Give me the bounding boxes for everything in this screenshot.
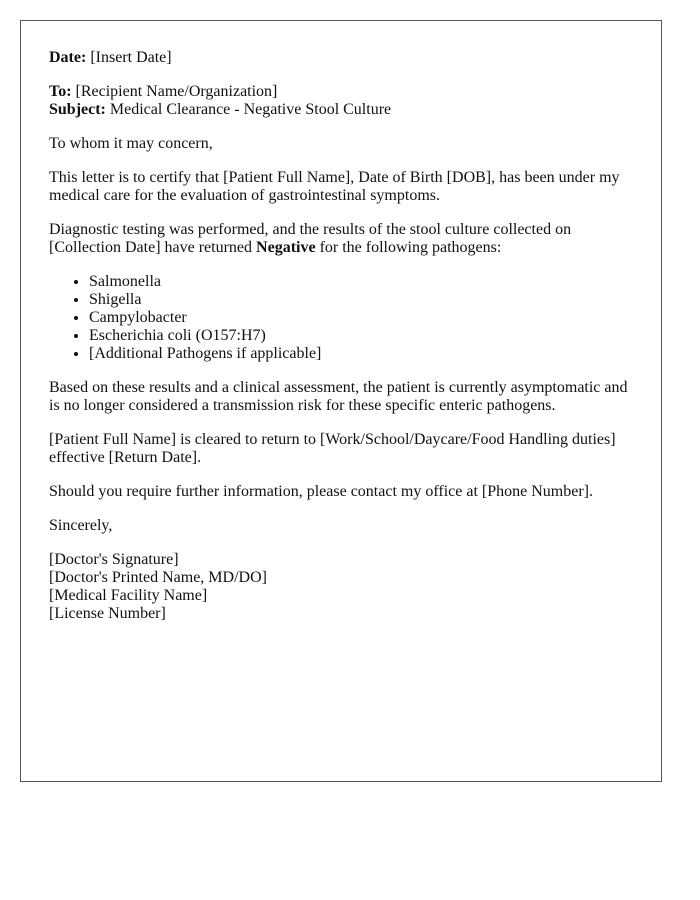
list-item: • Escherichia coli (O157:H7) <box>89 327 633 345</box>
results-text-end: for the following pathogens: <box>315 239 502 256</box>
salutation: To whom it may concern, <box>49 135 213 152</box>
doctor-printed-name: [Doctor's Printed Name, MD/DO] <box>49 569 267 586</box>
result-value: Negative <box>256 239 316 256</box>
doctor-signature: [Doctor's Signature] <box>49 551 179 568</box>
list-item: • Campylobacter <box>89 309 633 327</box>
list-item: • Salmonella <box>89 273 633 291</box>
letter <box>20 20 662 782</box>
pathogen-list <box>49 273 633 363</box>
license-number: [License Number] <box>49 605 166 622</box>
paragraph-contact: Should you require further information, please contact my office at [Phone Number]. <box>49 483 593 500</box>
facility-name: [Medical Facility Name] <box>49 587 208 604</box>
signature-block <box>49 551 633 623</box>
subject-label: Subject: <box>49 101 106 118</box>
date-label: Date: <box>49 49 87 66</box>
recipient-block <box>49 83 633 119</box>
date-line <box>49 49 633 67</box>
subject-value: Medical Clearance - Negative Stool Culture <box>109 101 392 118</box>
results-text: Diagnostic testing was performed, and the results of the stool culture collected on [Collection Date] have returned <box>49 221 572 256</box>
paragraph-certification: This letter is to certify that [Patient Full Name], Date of Birth [DOB], has been under my medical care for the evaluation of gastrointestinal symptoms. <box>49 169 620 204</box>
list-item: • [Additional Pathogens if applicable] <box>89 345 633 363</box>
closing: Sincerely, <box>49 517 113 534</box>
paragraph-assessment: Based on these results and a clinical assessment, the patient is currently asymptomatic and is no longer considered a transmission risk for these specific enteric pathogens. <box>49 379 628 414</box>
date-value: [Insert Date] <box>90 49 172 66</box>
list-item: • Shigella <box>89 291 633 309</box>
paragraph-results <box>49 221 633 257</box>
to-label: To: <box>49 83 72 100</box>
to-value: [Recipient Name/Organization] <box>75 83 278 100</box>
paragraph-clearance: [Patient Full Name] is cleared to return to [Work/School/Daycare/Food Handling duties] effective [Return Date]. <box>49 431 616 466</box>
